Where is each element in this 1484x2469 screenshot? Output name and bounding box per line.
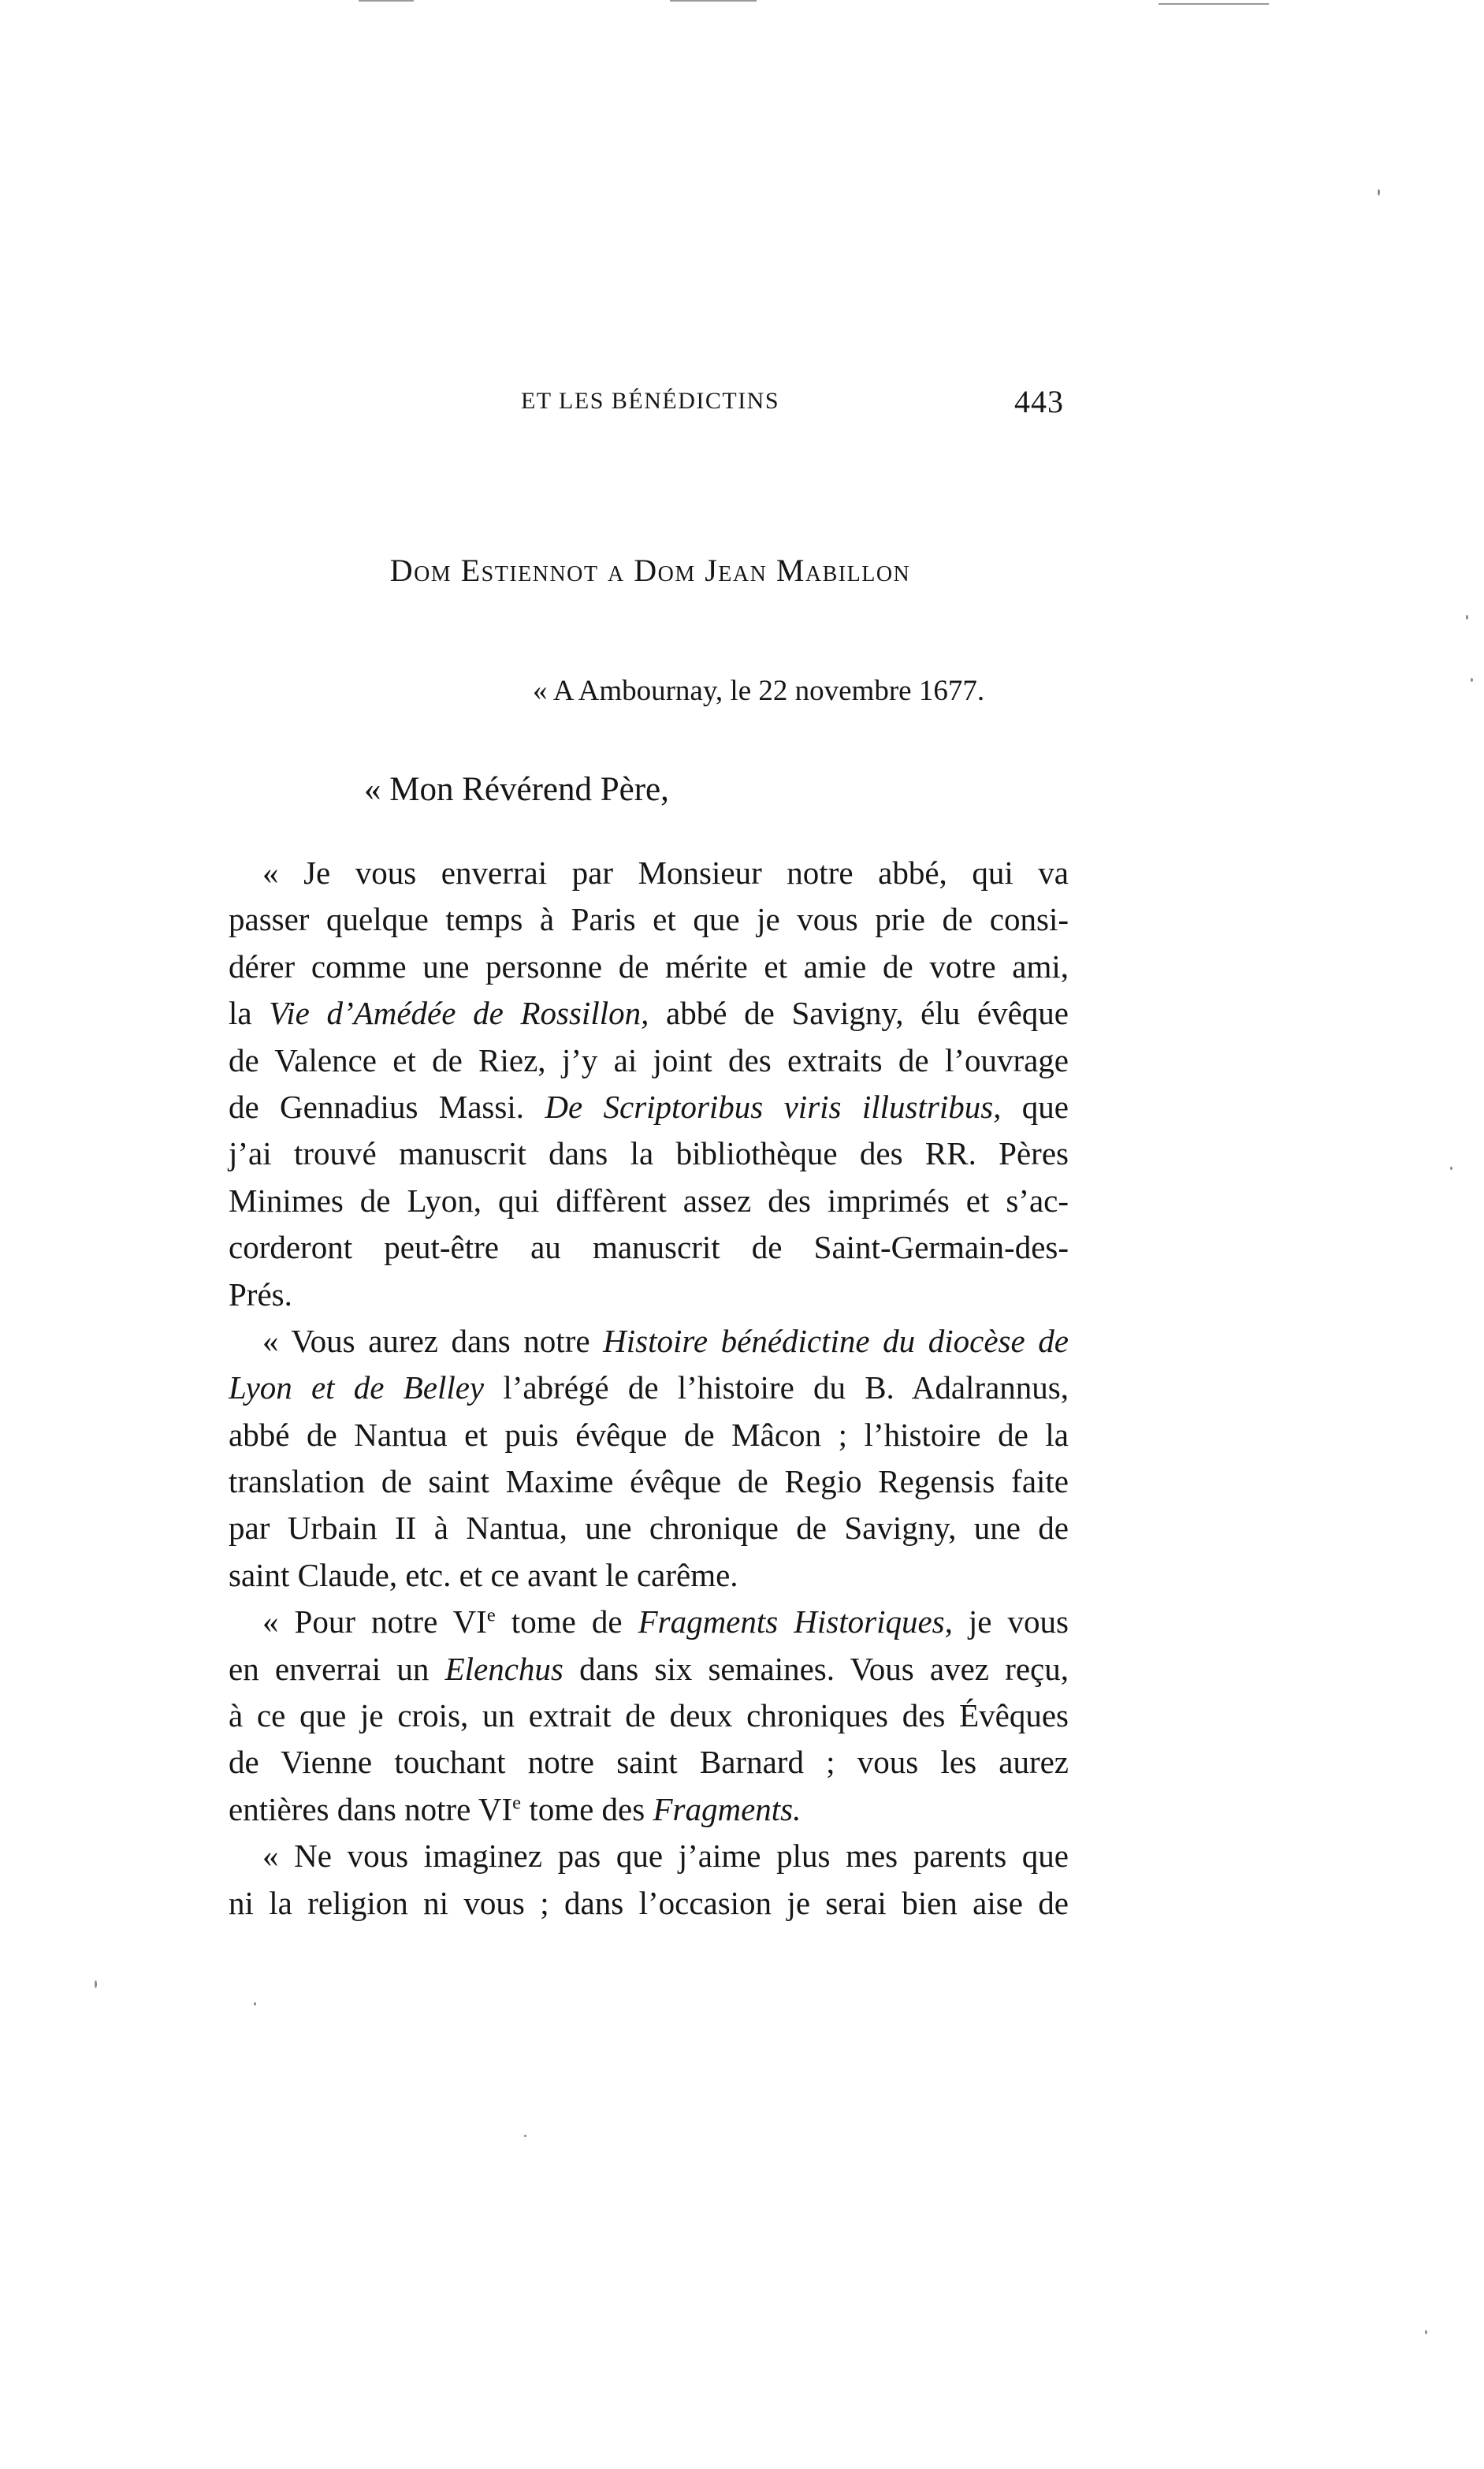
italic-title: Fragments. bbox=[653, 1790, 802, 1827]
text-line: j’ai trouvé manuscrit dans la bibliothèque des RR. Pères bbox=[229, 1135, 1069, 1172]
scan-edge-mark bbox=[670, 0, 757, 2]
text-segment: de Gennadius Massi. bbox=[229, 1088, 545, 1125]
italic-title: Elenchus bbox=[444, 1650, 563, 1687]
letter-body bbox=[229, 850, 1069, 1927]
page-number: 443 bbox=[1014, 384, 1064, 419]
text-segment: la bbox=[229, 995, 270, 1032]
text-segment: entières dans notre VI bbox=[229, 1790, 513, 1827]
italic-title: De Scriptoribus viris illustribus, bbox=[545, 1088, 1002, 1125]
scan-speck bbox=[1466, 615, 1468, 620]
text-line bbox=[229, 990, 1069, 1037]
text-line bbox=[229, 1365, 1069, 1411]
text-line: ni la religion ni vous ; dans l’occasion je serai bien aise de bbox=[229, 1884, 1069, 1921]
text-line bbox=[229, 1599, 1069, 1645]
letter-dateline: « A Ambournay, le 22 novembre 1677. bbox=[533, 675, 985, 707]
scan-edge-mark bbox=[359, 0, 414, 2]
scan-speck bbox=[254, 2002, 256, 2005]
running-title: ET LES BÉNÉDICTINS bbox=[520, 388, 780, 414]
text-line: corderont peut-être au manuscrit de Saint-Germain-des- bbox=[229, 1229, 1069, 1266]
italic-title: Vie d’Amédée de Rossillon, bbox=[269, 995, 649, 1032]
text-line bbox=[229, 1084, 1069, 1130]
scan-edge-mark bbox=[1159, 3, 1269, 5]
running-head bbox=[229, 383, 1072, 423]
text-line: « Je vous enverrai par Monsieur notre abbé, qui va bbox=[262, 855, 1069, 891]
text-line: dérer comme une personne de mérite et amie de votre ami, bbox=[229, 948, 1069, 985]
text-segment: en enverrai un bbox=[229, 1650, 445, 1687]
text-line bbox=[229, 1646, 1069, 1693]
text-line: « Ne vous imaginez pas que j’aime plus mes parents que bbox=[262, 1838, 1069, 1875]
text-segment: dans six semaines. Vous avez reçu, bbox=[563, 1650, 1069, 1687]
text-line: translation de saint Maxime évêque de Regio Regensis faite bbox=[229, 1463, 1069, 1500]
text-segment: tome de bbox=[495, 1603, 638, 1640]
text-segment: je vous bbox=[952, 1603, 1069, 1640]
scan-speck bbox=[1378, 189, 1380, 196]
text-line bbox=[229, 1318, 1069, 1365]
text-line: Minimes de Lyon, qui diffèrent assez des imprimés et s’ac- bbox=[229, 1182, 1069, 1219]
italic-title: Fragments Historiques, bbox=[638, 1603, 953, 1640]
scan-speck bbox=[524, 2135, 526, 2137]
superscript: e bbox=[512, 1792, 522, 1814]
text-line: Prés. bbox=[229, 1275, 292, 1313]
letter-heading: Dom Estiennot a Dom Jean Mabillon bbox=[389, 553, 911, 588]
scan-speck bbox=[1425, 2330, 1427, 2334]
letter-salutation: « Mon Révérend Père, bbox=[364, 771, 669, 808]
superscript: e bbox=[486, 1604, 496, 1626]
scan-speck bbox=[1450, 1167, 1452, 1170]
text-line: de Vienne touchant notre saint Barnard ; vous les aurez bbox=[229, 1744, 1069, 1781]
text-segment: que bbox=[1001, 1088, 1069, 1125]
text-segment: l’abrégé de l’histoire du B. Adalrannus, bbox=[484, 1369, 1069, 1406]
italic-title: Lyon et de Belley bbox=[229, 1369, 485, 1406]
scan-speck bbox=[95, 1980, 97, 1988]
text-line: de Valence et de Riez, j’y ai joint des extraits de l’ouvrage bbox=[229, 1041, 1069, 1078]
text-segment: tome des bbox=[521, 1790, 653, 1827]
text-line: passer quelque temps à Paris et que je vous prie de consi- bbox=[229, 901, 1069, 938]
text-segment: « Pour notre VI bbox=[262, 1603, 487, 1640]
text-line: saint Claude, etc. et ce avant le carême. bbox=[229, 1556, 738, 1593]
text-line: à ce que je crois, un extrait de deux chroniques des Évêques bbox=[229, 1697, 1069, 1734]
text-line: par Urbain II à Nantua, une chronique de Savigny, une de bbox=[229, 1510, 1069, 1547]
italic-title: Histoire bénédictine du diocèse de bbox=[603, 1322, 1069, 1359]
text-line bbox=[229, 1786, 1069, 1833]
scan-speck bbox=[1471, 678, 1473, 682]
text-segment: « Vous aurez dans notre bbox=[262, 1322, 604, 1359]
text-line: abbé de Nantua et puis évêque de Mâcon ; l’histoire de la bbox=[229, 1416, 1069, 1453]
text-segment: abbé de Savigny, élu évêque bbox=[649, 995, 1069, 1032]
